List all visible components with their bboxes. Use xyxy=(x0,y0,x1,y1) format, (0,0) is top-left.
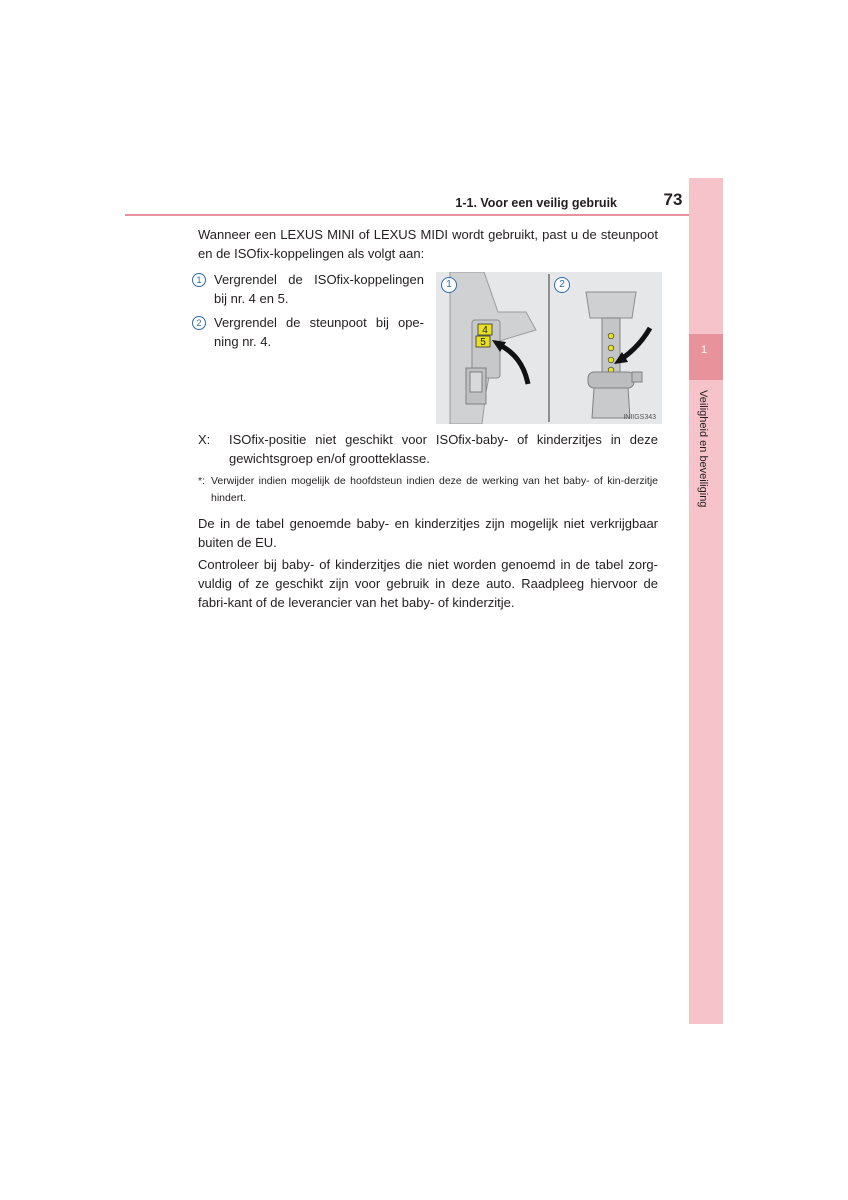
step-2 xyxy=(192,313,424,351)
page-number: 73 xyxy=(663,190,683,209)
footnote xyxy=(198,473,658,507)
step-number-1: 1 xyxy=(192,273,206,287)
footnote-key: *: xyxy=(198,475,206,487)
chapter-side-strip xyxy=(689,178,723,1024)
step-1 xyxy=(192,270,424,308)
step-text-1: Vergrendel de ISOfix-koppelingen bij nr. 4 en 5. xyxy=(214,272,424,306)
chapter-number: 1 xyxy=(700,344,708,356)
isofix-illustration xyxy=(436,272,662,424)
figure-badge-1: 1 xyxy=(441,277,457,293)
figure-code: INIIGS343 xyxy=(623,414,656,421)
x-legend xyxy=(198,430,658,468)
intro-paragraph: Wanneer een LEXUS MINI of LEXUS MIDI wordt gebruikt, past u de steunpoot en de ISOfix-koppelingen als volgt aan: xyxy=(198,227,658,261)
header-divider xyxy=(125,214,723,216)
step-number-2: 2 xyxy=(192,316,206,330)
illustration-drawing xyxy=(436,272,662,424)
x-key: X: xyxy=(198,432,211,447)
chapter-tab xyxy=(689,334,723,380)
step-text-2: Vergrendel de steunpoot bij ope-ning nr. 4. xyxy=(214,315,424,349)
chapter-label: Veiligheid en beveiliging xyxy=(697,390,709,508)
footnote-text: Verwijder indien mogelijk de hoofdsteun indien deze de werking van het baby- of kin-derzitje hindert. xyxy=(211,475,658,504)
figure-badge-2: 2 xyxy=(554,277,570,293)
label-5: 5 xyxy=(480,337,486,348)
x-text: ISOfix-positie niet geschikt voor ISOfix-baby- of kinderzitjes in deze gewichtsgroep en/of grootteklasse. xyxy=(229,432,658,466)
label-4: 4 xyxy=(482,325,488,336)
section-title: 1-1. Voor een veilig gebruik xyxy=(455,196,617,210)
check-suitability-paragraph: Controleer bij baby- of kinderzitjes die niet worden genoemd in de tabel zorg-vuldig of ze geschikt zijn voor gebruik in deze auto. Raadpleeg hiervoor de fabri-kant of de leverancier van het baby- of kinderzitje. xyxy=(198,557,658,610)
eu-availability-paragraph: De in de tabel genoemde baby- en kinderzitjes zijn mogelijk niet verkrijgbaar buiten de EU. xyxy=(198,516,658,550)
